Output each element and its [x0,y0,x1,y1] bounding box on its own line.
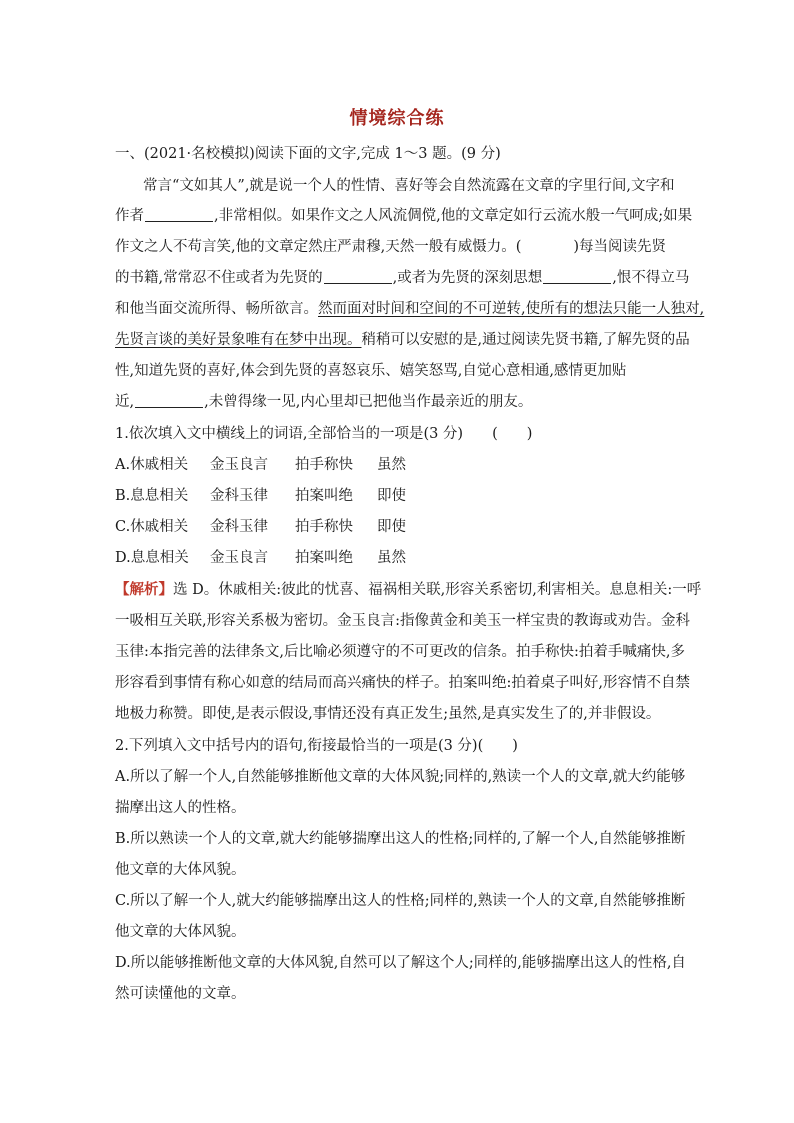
analysis-tag: 【解析】 [115,581,173,598]
passage-line-7: 性,知道先贤的喜好,体会到先贤的喜怒哀乐、嬉笑怒骂,自觉心意相通,感情更加贴 [115,363,627,379]
underlined-sentence-cont: 先贤言谈的美好景象唯有在梦中出现。 [115,332,362,348]
analysis-line-4: 形容看到事情有称心如意的结局而高兴痛快的样子。拍案叫绝:拍着桌子叫好,形容情不自禁 [115,675,690,691]
analysis-line-3: 玉律:本指完善的法律条文,后比喻必须遵守的不可更改的信条。拍手称快:拍着手喊痛快,多 [115,644,685,660]
analysis-line-2: 一吸相互关联,形容关系极为密切。金玉良言:指像黄金和美玉一样宝贵的教诲或劝告。金科 [115,613,690,629]
passage-line-8: 近, ,未曾得缘一见,内心里却已把他当作最亲近的朋友。 [115,394,533,410]
q2-option-c-line-2: 他文章的大体风貌。 [115,924,246,940]
question-2-stem: 2.下列填入文中括号内的语句,衔接最恰当的一项是(3 分)( ) [115,738,518,754]
document-page: 情境综合练 一、(2021·名校模拟)阅读下面的文字,完成 1～3 题。(9 分) 常言“文如其人”,就是说一个人的性情、喜好等会自然流露在文章的字里行间,文字和 作者 ,非常相似。如果作文之人风流倜傥,他的文章定如行云流水般一气呵成;如果 作文之人不苟言笑,他的文章定然庄严肃穆,天然一般有威慑力。( )每当阅读先贤 的书籍,常常忍不住或者为先贤的 ,或者为先贤的深刻思想 ,恨不得立马 和他当面交流所得、畅所欲言。然而面对时间和空间的不可逆转,使所有的想法只能一人独对, 先贤言谈的美好景象唯有在梦中出现。稍稍可以安慰的是,通过阅读先贤书籍,了解先贤的品 性,知道先贤的喜好,体会到先贤的喜怒哀乐、嬉笑怒骂,自觉心意相通,感情更加贴 近, ,未曾得缘一见,内心里却已把他当作最亲近的朋友。 1.依次填入文中横线上的词语,全部恰当的一项是(3 分) ( ) A.休戚相关 金玉良言 拍手称快 虽然 B.息息相关 金科玉律 拍案叫绝 即使 C.休戚相关 金科玉律 拍手称快 即使 D.息息相关 金玉良言 拍案叫绝 虽然 【解析】选 D。休戚相关:彼此的忧喜、福祸相关联,形容关系密切,利害相关。息息相关:一呼 一吸相互关联,形容关系极为密切。金玉良言:指像黄金和美玉一样宝贵的教诲或劝告。金科 玉律:本指完善的法律条文,后比喻必须遵守的不可更改的信条。拍手称快:拍着手喊痛快,多 形容看到事情有称心如意的结局而高兴痛快的样子。拍案叫绝:拍着桌子叫好,形容情不自禁 地极力称赞。即使,是表示假设,事情还没有真正发生;虽然,是真实发生了的,并非假设。 2.下列填入文中括号内的语句,衔接最恰当的一项是(3 分)( ) A.所以了解一个人,自然能够推断他文章的大体风貌;同样的,熟读一个人的文章,就大约能够 揣摩出这人的性格。 B.所以熟读一个人的文章,就大约能够揣摩出这人的性格;同样的,了解一个人,自然能够推断 他文章的大体风貌。 C.所以了解一个人,就大约能够揣摩出这人的性格;同样的,熟读一个人的文章,自然能够推断 他文章的大体风貌。 D.所以能够推断他文章的大体风貌,自然可以了解这个人;同样的,能够揣摩出这人的性格,自 然可读懂他的文章。 [0,0,794,1123]
underlined-sentence: 然而面对时间和空间的不可逆转,使所有的想法只能一人独对, [318,301,705,317]
passage-line-2: 作者 ,非常相似。如果作文之人风流倜傥,他的文章定如行云流水般一气呵成;如果 [115,208,693,224]
q2-option-d-line-1: D.所以能够推断他文章的大体风貌,自然可以了解这个人;同样的,能够揣摩出这人的性格,自 [115,955,686,971]
fill-blank-4 [135,393,203,408]
fill-blank-2 [324,269,392,284]
passage-line-4: 的书籍,常常忍不住或者为先贤的 ,或者为先贤的深刻思想 ,恨不得立马 [115,270,690,286]
section-heading: 一、(2021·名校模拟)阅读下面的文字,完成 1～3 题。(9 分) [115,146,501,162]
q2-option-b-line-2: 他文章的大体风貌。 [115,862,246,878]
passage-line-3: 作文之人不苟言笑,他的文章定然庄严肃穆,天然一般有威慑力。( )每当阅读先贤 [115,239,667,255]
q2-option-a-line-1: A.所以了解一个人,自然能够推断他文章的大体风貌;同样的,熟读一个人的文章,就大约能够 [115,769,686,785]
question-1-stem: 1.依次填入文中横线上的词语,全部恰当的一项是(3 分) ( ) [115,426,533,442]
analysis-line-5: 地极力称赞。即使,是表示假设,事情还没有真正发生;虽然,是真实发生了的,并非假设。 [115,706,661,722]
fill-blank-3 [543,269,611,284]
analysis-line-1: 【解析】选 D。休戚相关:彼此的忧喜、福祸相关联,形容关系密切,利害相关。息息相关:一呼 [115,581,702,598]
page-title: 情境综合练 [349,108,445,129]
q2-option-d-line-2: 然可读懂他的文章。 [115,986,246,1002]
passage-line-6: 先贤言谈的美好景象唯有在梦中出现。稍稍可以安慰的是,通过阅读先贤书籍,了解先贤的品 [115,332,690,348]
passage-line-5: 和他当面交流所得、畅所欲言。然而面对时间和空间的不可逆转,使所有的想法只能一人独对, [115,301,705,317]
q2-option-b-line-1: B.所以熟读一个人的文章,就大约能够揣摩出这人的性格;同样的,了解一个人,自然能够推断 [115,831,686,847]
fill-blank-1 [145,207,213,222]
q2-option-a-line-2: 揣摩出这人的性格。 [115,800,246,816]
passage-line-1: 常言“文如其人”,就是说一个人的性情、喜好等会自然流露在文章的字里行间,文字和 [143,178,675,194]
q2-option-c-line-1: C.所以了解一个人,就大约能够揣摩出这人的性格;同样的,熟读一个人的文章,自然能够推断 [115,893,686,909]
